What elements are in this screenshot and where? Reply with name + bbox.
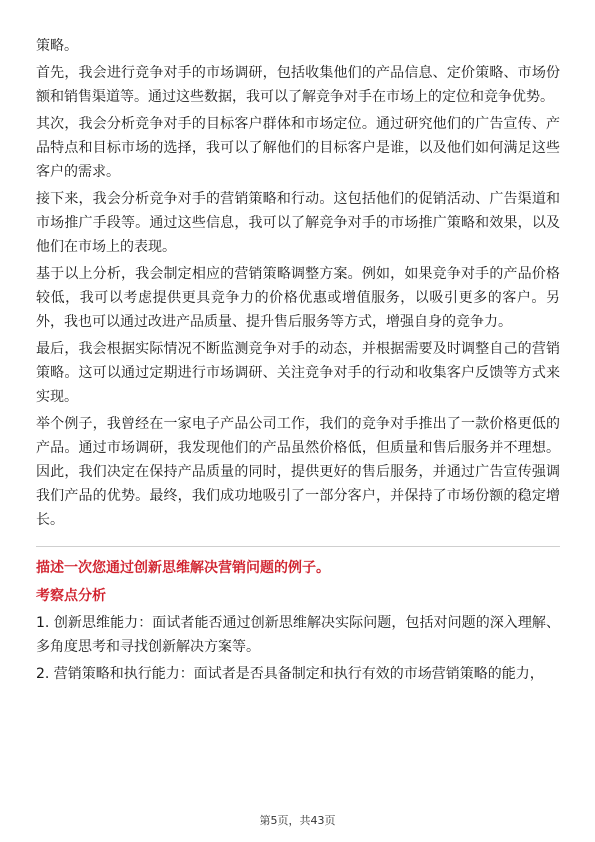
body-paragraph: 最后，我会根据实际情况不断监测竞争对手的动态，并根据需要及时调整自己的营销策略。这可以通过定期进行市场调研、关注竞争对手的行动和收集客户反馈等方式来实现。 xyxy=(36,341,560,405)
page-footer: 第5页，共43页 xyxy=(259,814,336,827)
analysis-point: 1. 创新思维能力：面试者能否通过创新思维解决实际问题，包括对问题的深入理解、多角度思考和寻找创新解决方案等。 xyxy=(36,615,560,655)
question-title: 描述一次您通过创新思维解决营销问题的例子。 xyxy=(36,560,330,576)
body-paragraph: 首先，我会进行竞争对手的市场调研，包括收集他们的产品信息、定价策略、市场份额和销售渠道等。通过这些数据，我可以了解竞争对手在市场上的定位和竞争优势。 xyxy=(36,65,560,105)
section-divider xyxy=(36,546,560,547)
body-paragraph: 举个例子，我曾经在一家电子产品公司工作，我们的竞争对手推出了一款价格更低的产品。通过市场调研，我发现他们的产品虽然价格低，但质量和售后服务并不理想。因此，我们决定在保持产品质量的同时，提供更好的售后服务，并通过广告宣传强调我们产品的优势。最终，我们成功地吸引了一部分客户，并保持了市场份额的稳定增长。 xyxy=(36,416,560,528)
body-paragraph: 其次，我会分析竞争对手的目标客户群体和市场定位。通过研究他们的广告宣传、产品特点和目标市场的选择，我可以了解他们的目标客户是谁，以及他们如何满足这些客户的需求。 xyxy=(36,116,560,180)
page-content xyxy=(36,34,560,689)
analysis-point: 2. 营销策略和执行能力：面试者是否具备制定和执行有效的市场营销策略的能力， xyxy=(36,666,544,682)
body-paragraph: 基于以上分析，我会制定相应的营销策略调整方案。例如，如果竞争对手的产品价格较低，我可以考虑提供更具竞争力的价格优惠或增值服务，以吸引更多的客户。另外，我也可以通过改进产品质量、提升售后服务等方式，增强自身的竞争力。 xyxy=(36,266,560,330)
analysis-heading: 考察点分析 xyxy=(36,588,106,604)
body-paragraph: 接下来，我会分析竞争对手的营销策略和行动。这包括他们的促销活动、广告渠道和市场推广手段等。通过这些信息，我可以了解竞争对手的市场推广策略和效果，以及他们在市场上的表现。 xyxy=(36,191,560,255)
body-paragraph: 策略。 xyxy=(36,38,78,54)
